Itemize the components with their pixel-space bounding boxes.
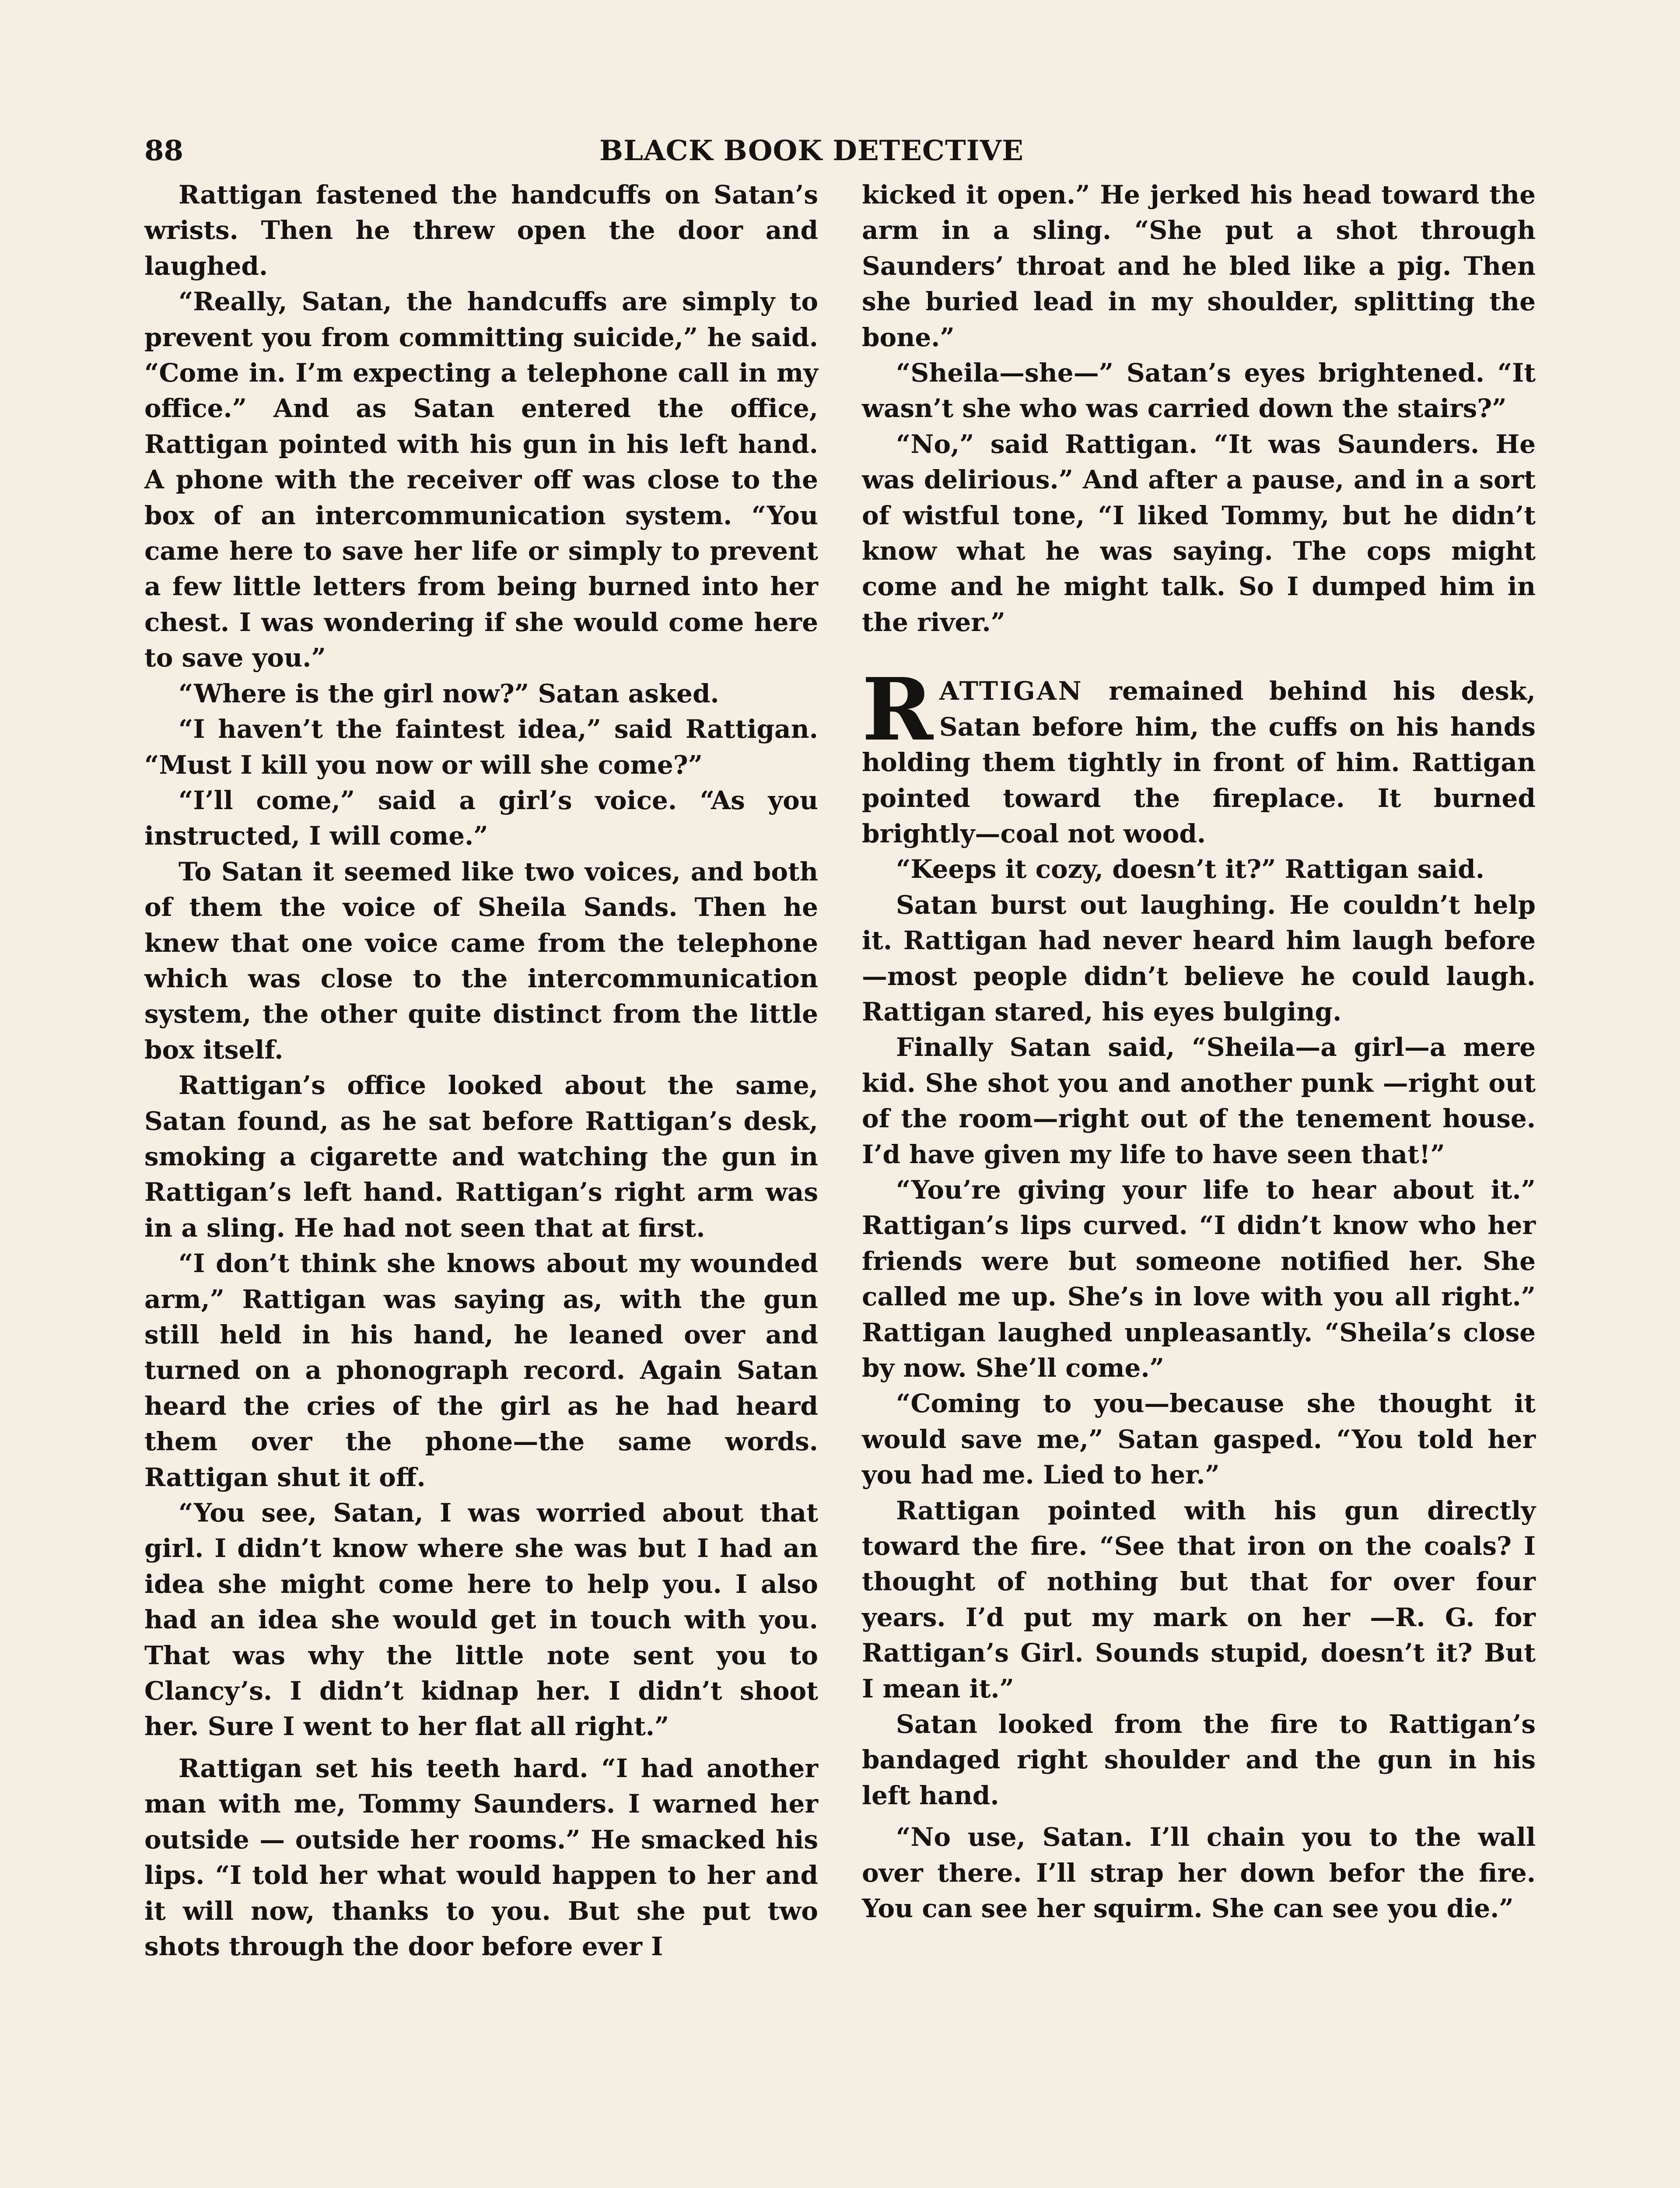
dropcap-word: ATTIGAN	[939, 676, 1083, 706]
paragraph: “I haven’t the faintest idea,” said Rattigan. “Must I kill you now or will she come?”	[144, 714, 818, 780]
paragraph: “Really, Satan, the handcuffs are simply to prevent you from committing suicide,” he said. “Come in. I’m expecting a telephone call in my office.” And as Satan entered the office, Rattigan pointed with his gun in his left hand. A phone with the receiver off was close to the box of an intercommunication system. “You came here to save her life or simply to prevent a few little letters from being burned into her chest. I was wondering if she would come here to save you.”	[144, 287, 818, 673]
paragraph: “I don’t think she knows about my wounded arm,” Rattigan was saying as, with the gun still held in his hand, he leaned over and turned on a phonograph record. Again Satan heard the cries of the girl as he had heard them over the phone—the same words. Rattigan shut it off.	[144, 1248, 818, 1492]
paragraph: “I’ll come,” said a girl’s voice. “As you instructed, I will come.”	[144, 785, 818, 851]
paragraph: “Coming to you—because she thought it would save me,” Satan gasped. “You told her you had me. Lied to her.”	[862, 1389, 1536, 1490]
paragraph: “Keeps it cozy, doesn’t it?” Rattigan said.	[896, 854, 1484, 884]
paragraph: “No,” said Rattigan. “It was Saunders. He was delirious.” And after a pause, and in a sort of wistful tone, “I liked Tommy, but he didn’t know what he was saying. The cops might come and he might talk. So I dumped him in the river.”	[862, 429, 1536, 637]
paragraph: Rattigan’s office looked about the same, Satan found, as he sat before Rattigan’s desk, smoking a cigarette and watching the gun in Rattigan’s left hand. Rattigan’s right arm was in a sling. He had not seen that at first.	[144, 1070, 818, 1243]
paragraph: “You’re giving your life to hear about it.” Rattigan’s lips curved. “I didn’t know who her friends were but someone notified her. She called me up. She’s in love with you all right.” Rattigan laughed unpleasantly. “Sheila’s close by now. She’ll come.”	[862, 1175, 1536, 1383]
dropcap-paragraph	[862, 659, 1536, 852]
paragraph: Satan looked from the fire to Rattigan’s bandaged right shoulder and the gun in his left hand.	[862, 1709, 1536, 1810]
paragraph: “No use, Satan. I’ll chain you to the wall over there. I’ll strap her down befor the fire. You can see her squirm. She can see you die.”	[862, 1822, 1536, 1924]
paragraph: To Satan it seemed like two voices, and both of them the voice of Sheila Sands. Then he knew that one voice came from the telephone which was close to the intercommunication system, the other quite distinct from the little box itself.	[144, 856, 818, 1065]
paragraph: “Where is the girl now?” Satan asked.	[178, 678, 719, 708]
paragraph: Rattigan set his teeth hard. “I had another man with me, Tommy Saunders. I warned her outside — outside her rooms.” He smacked his lips. “I told her what would happen to her and it will now, thanks to you. But she put two shots through the door before ever I	[144, 1753, 818, 1961]
page-header	[144, 131, 1068, 171]
page-number: 88	[144, 134, 184, 167]
left-column	[144, 177, 818, 1964]
paragraph: “Sheila—she—” Satan’s eyes brightened. “It wasn’t she who was carried down the stairs?”	[862, 358, 1536, 424]
paragraph: Rattigan fastened the handcuffs on Satan’s wrists. Then he threw open the door and laughed.	[144, 180, 818, 281]
drop-cap-letter: R	[862, 659, 933, 761]
paragraph: “You see, Satan, I was worried about that girl. I didn’t know where she was but I had an idea she might come here to help you. I also had an idea she would get in touch with you. That was why the little note sent you to Clancy’s. I didn’t kidnap her. I didn’t shoot her. Sure I went to her flat all right.”	[144, 1498, 818, 1742]
paragraph: Rattigan pointed with his gun directly toward the fire. “See that iron on the coals? I thought of nothing but that for over four years. I’d put my mark on her —R. G. for Rattigan’s Girl. Sounds stupid, doesn’t it? But I mean it.”	[862, 1495, 1536, 1704]
paragraph: kicked it open.” He jerked his head toward the arm in a sling. “She put a shot through Saunders’ throat and he bled like a pig. Then she buried lead in my shoulder, splitting the bone.”	[862, 180, 1536, 352]
page-title: BLACK BOOK DETECTIVE	[599, 134, 1024, 167]
paragraph: Satan burst out laughing. He couldn’t help it. Rattigan had never heard him laugh before—most people didn’t believe he could laugh. Rattigan stared, his eyes bulging.	[862, 890, 1536, 1027]
paragraph: Finally Satan said, “Sheila—a girl—a mere kid. She shot you and another punk —right out of the room—right out of the tenement house. I’d have given my life to have seen that!”	[862, 1032, 1536, 1169]
right-column	[862, 177, 1536, 1927]
dropcap-paragraph-text: remained behind his desk, Satan before him, the cuffs on his hands holding them tightly in front of him. Rattigan pointed toward the fireplace. It burned brightly—coal not wood.	[862, 676, 1536, 849]
